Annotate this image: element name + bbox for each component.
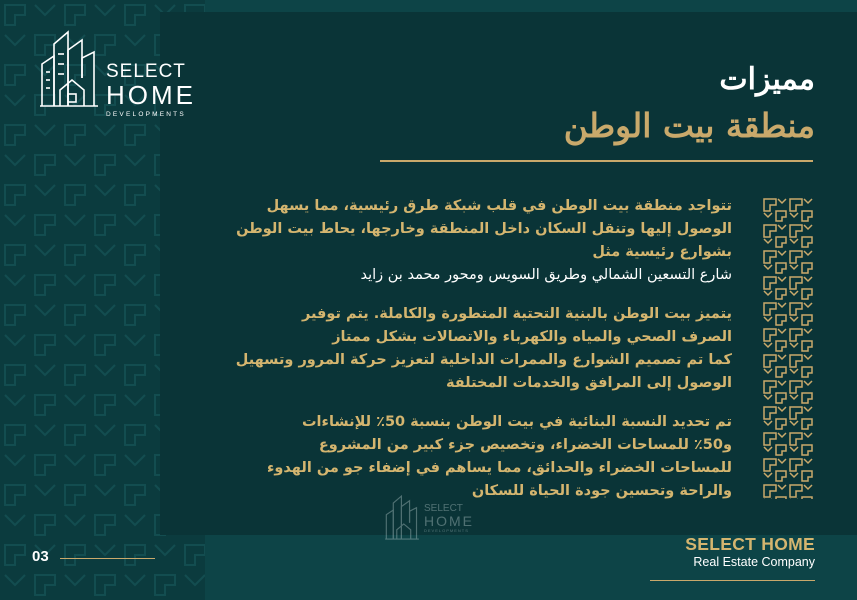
text-line: للمساحات الخضراء والحدائق، مما يساهم في إضفاء جو من الهدوء	[267, 460, 732, 476]
page-number: 03	[32, 548, 49, 565]
watermark-wordmark	[424, 503, 474, 533]
text-line-highlight: شارع التسعين الشمالي وطريق السويس ومحور محمد بن زايد	[360, 267, 732, 283]
watermark-logo	[384, 493, 474, 545]
page-title-line1: مميزات	[719, 62, 815, 97]
watermark-logo-icon	[384, 493, 420, 541]
watermark-select-text: SELECT	[424, 503, 463, 514]
text-line: بشوارع رئيسية مثل	[592, 244, 732, 260]
paragraph-roads	[200, 195, 732, 287]
text-line: والراحة وتحسين جودة الحياة للسكان	[471, 483, 732, 499]
company-logo	[38, 28, 208, 118]
text-line: و50٪ للمساحات الخضراء، وتخصيص جزء كبير من المشروع	[318, 437, 732, 453]
title-divider	[380, 160, 813, 162]
text-line: تم تحديد النسبة البنائية في بيت الوطن بنسبة 50٪ للإنشاءات	[301, 414, 732, 430]
body-text	[200, 195, 732, 519]
logo-wordmark	[106, 62, 196, 118]
footer-subtitle: Real Estate Company	[693, 555, 815, 569]
page-title-line2: منطقة بيت الوطن	[563, 106, 815, 145]
text-line: كما تم تصميم الشوارع والممرات الداخلية لتعزيز حركة المرور وتسهيل	[235, 352, 732, 368]
watermark-home-text: HOME	[424, 513, 474, 529]
text-line: يتميز بيت الوطن بالبنية التحتية المتطورة والكاملة. يتم توفير	[301, 306, 732, 322]
paragraph-infrastructure	[200, 303, 732, 395]
text-line: الوصول إلى المرافق والخدمات المختلفة	[445, 375, 732, 391]
paragraph-building-ratio	[200, 411, 732, 503]
text-line: الوصول إليها وتنقل السكان داخل المنطقة وخارجها، يحاط بيت الوطن	[236, 221, 732, 237]
text-line: الصرف الصحي والمياه والكهرباء والاتصالات بشكل ممتاز	[332, 329, 732, 345]
footer-brand: SELECT HOME	[685, 534, 815, 554]
logo-developments-text: DEVELOPMENTS	[106, 111, 186, 118]
ornament-pattern	[762, 197, 814, 499]
watermark-developments-text: DEVELOPMENTS	[424, 528, 469, 533]
page-number-rule	[60, 558, 155, 559]
footer-rule	[650, 580, 815, 581]
building-logo-icon	[38, 28, 100, 108]
text-line: تتواجد منطقة بيت الوطن في قلب شبكة طرق رئيسية، مما يسهل	[266, 198, 732, 214]
logo-home-text: HOME	[106, 80, 196, 110]
logo-select-text: SELECT	[106, 61, 186, 82]
